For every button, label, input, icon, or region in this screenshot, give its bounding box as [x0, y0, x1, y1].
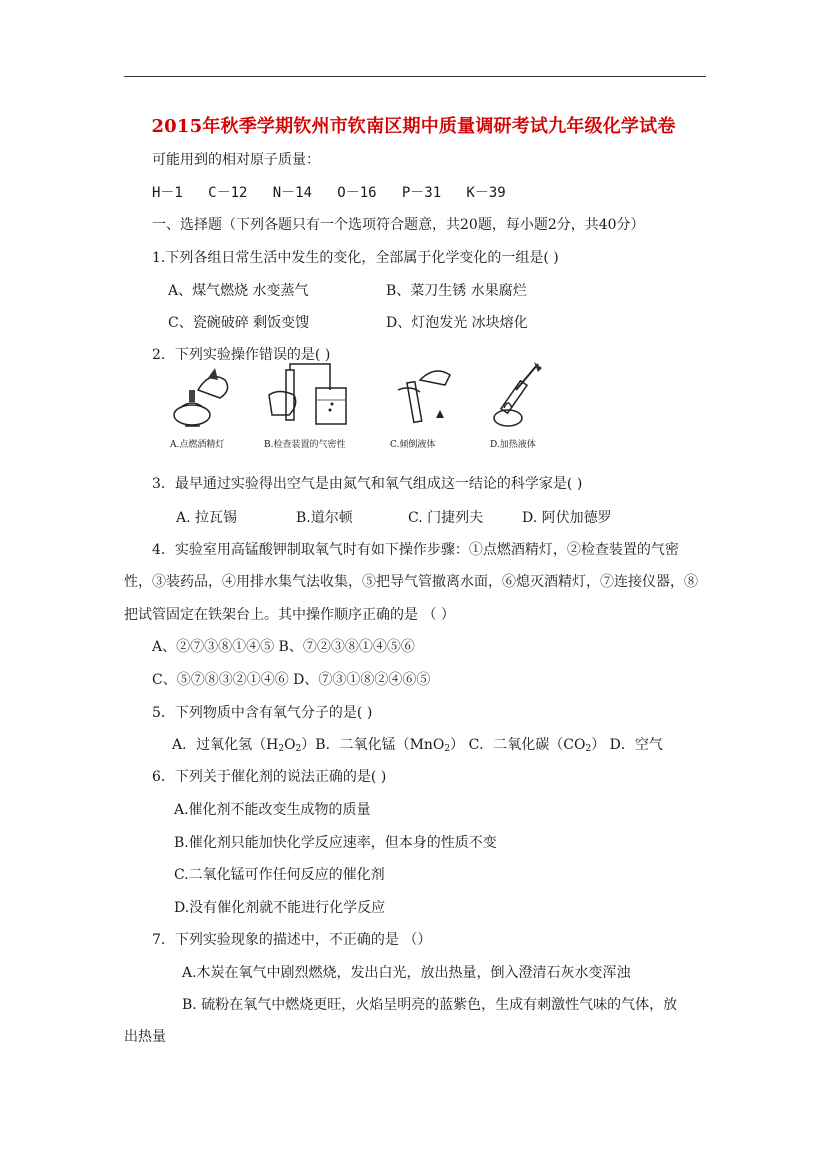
exam-title: 2015年秋季学期钦州市钦南区期中质量调研考试九年级化学试卷: [151, 116, 676, 137]
question-1-option-b: B、菜刀生锈 水果腐烂: [386, 283, 527, 299]
question-3-stem: 3．最早通过实验得出空气是由氮气和氧气组成这一结论的科学家是( ): [152, 476, 583, 492]
question-1-option-a: A、煤气燃烧 水变蒸气: [168, 283, 309, 299]
question-6-option-b: B.催化剂只能加快化学反应速率，但本身的性质不变: [174, 835, 497, 851]
figure-b-caption: B.检查装置的气密性: [264, 440, 346, 450]
question-5-options: [172, 735, 663, 759]
subscript: 2: [585, 744, 592, 754]
question-7-option-b-line-2: 出热量: [124, 1029, 166, 1045]
question-5-option-c-text: ） C．二氧化碳（CO: [450, 737, 586, 753]
header-rule: [124, 76, 706, 77]
figure-a-caption: A.点燃酒精灯: [170, 440, 225, 450]
question-3-option-b: B.道尔顿: [296, 510, 353, 526]
question-1-option-c: C、瓷碗破碎 剩饭变馊: [168, 315, 310, 331]
question-4-options-cd: C、⑤⑦⑧③②①④⑥ D、⑦③①⑧②④⑥⑤: [152, 672, 431, 688]
airtightness-check-illustration: [264, 360, 374, 435]
pouring-liquid-illustration: [390, 360, 500, 435]
question-6-stem: 6．下列关于催化剂的说法正确的是( ): [152, 769, 387, 785]
question-3-option-d: D. 阿伏加德罗: [522, 510, 612, 526]
question-4-line-2: 性，③装药品，④用排水集气法收集，⑤把导气管撤离水面，⑥熄灭酒精灯，⑦连接仪器，⑧: [124, 574, 698, 590]
question-2-stem: 2．下列实验操作错误的是( ): [152, 347, 331, 363]
figure-c-caption: C.倾倒液体: [390, 440, 436, 450]
question-4-line-1: 4．实验室用高锰酸钾制取氧气时有如下操作步骤：①点燃酒精灯，②检查装置的气密: [152, 542, 679, 558]
atomic-masses: H－1 C－12 N－14 O－16 P－31 K－39: [152, 185, 506, 201]
heating-liquid-illustration: [490, 360, 600, 435]
question-5-option-b-text: ）B．二氧化锰（MnO: [301, 737, 445, 753]
question-1-stem: 1.下列各组日常生活中发生的变化，全部属于化学变化的一组是( ): [152, 250, 559, 266]
subscript: 2: [278, 744, 285, 754]
question-4-line-3: 把试管固定在铁架台上。其中操作顺序正确的是 （ ）: [124, 607, 455, 623]
question-6-option-a: A.催化剂不能改变生成物的质量: [174, 802, 371, 818]
question-4-options-ab: A、②⑦③⑧①④⑤ B、⑦②③⑧①④⑤⑥: [152, 639, 415, 655]
formula-part: O: [284, 737, 296, 753]
question-3-option-c: C. 门捷列夫: [408, 510, 484, 526]
question-7-option-a: A.木炭在氧气中剧烈燃烧，发出白光，放出热量，倒入澄清石灰水变浑浊: [182, 965, 631, 981]
figure-d-caption: D.加热液体: [490, 440, 536, 450]
subscript: 2: [444, 744, 451, 754]
question-7-stem: 7．下列实验现象的描述中，不正确的是 （）: [152, 932, 432, 948]
question-7-option-b-line-1: B. 硫粉在氧气中燃烧更旺，火焰呈明亮的蓝紫色，生成有刺激性气味的气体，放: [182, 997, 678, 1013]
question-3-option-a: A. 拉瓦锡: [176, 510, 238, 526]
question-5-option-d-text: ） D．空气: [591, 737, 663, 753]
figure-c: [390, 360, 500, 450]
figure-b: [264, 360, 374, 450]
question-1-option-d: D、灯泡发光 冰块熔化: [386, 315, 528, 331]
section-heading: 一、选择题（下列各题只有一个选项符合题意，共20题，每小题2分，共40分）: [152, 217, 645, 233]
question-5-stem: 5．下列物质中含有氧气分子的是( ): [152, 705, 373, 721]
atomic-mass-label: 可能用到的相对原子质量：: [152, 152, 320, 168]
figure-d: [490, 360, 600, 450]
subscript: 2: [295, 744, 302, 754]
question-6-option-d: D.没有催化剂就不能进行化学反应: [174, 900, 386, 916]
question-6-option-c: C.二氧化锰可作任何反应的催化剂: [174, 867, 385, 883]
question-5-option-a-text: A．过氧化氢（H: [172, 737, 279, 753]
